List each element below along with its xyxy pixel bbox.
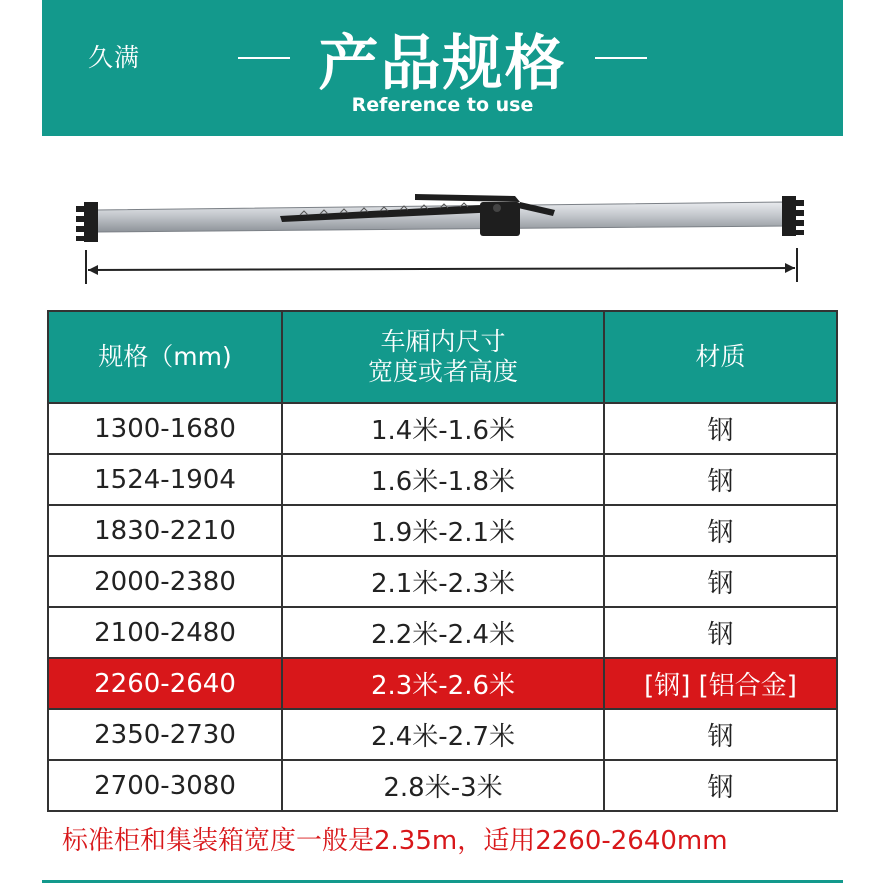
footnote: 标准柜和集装箱宽度一般是2.35m，适用2260-2640mm — [62, 826, 728, 856]
cell-size: 2.2米-2.4米 — [282, 607, 604, 658]
cell-material: [钢] [铝合金] — [604, 658, 837, 709]
cell-spec: 2100-2480 — [48, 607, 282, 658]
table-row — [48, 454, 837, 505]
rod-tube — [95, 202, 785, 232]
cell-material: 钢 — [604, 505, 837, 556]
cargo-bar-icon — [0, 180, 885, 290]
table-row — [48, 607, 837, 658]
cell-size: 1.9米-2.1米 — [282, 505, 604, 556]
cell-size: 2.1米-2.3米 — [282, 556, 604, 607]
bottom-divider — [42, 880, 843, 883]
cell-material: 钢 — [604, 760, 837, 811]
right-end-pad — [782, 196, 796, 236]
cell-material: 钢 — [604, 709, 837, 760]
left-end-pad — [84, 202, 98, 242]
table-row — [48, 760, 837, 811]
cell-size: 2.8米-3米 — [282, 760, 604, 811]
cell-size: 2.3米-2.6米 — [282, 658, 604, 709]
table-row — [48, 709, 837, 760]
header-material: 材质 — [604, 311, 837, 403]
page-title: 产品规格 — [318, 29, 567, 99]
page-subtitle: Reference to use — [351, 94, 534, 116]
brand-name: 久满 — [88, 43, 141, 72]
cell-material: 钢 — [604, 556, 837, 607]
cell-size: 2.4米-2.7米 — [282, 709, 604, 760]
cell-spec: 1524-1904 — [48, 454, 282, 505]
cell-size: 1.6米-1.8米 — [282, 454, 604, 505]
cell-size: 1.4米-1.6米 — [282, 403, 604, 454]
lever-handle — [415, 194, 520, 202]
table-row — [48, 505, 837, 556]
title-dash-right — [595, 57, 647, 59]
dimension-line — [88, 268, 795, 270]
cell-material: 钢 — [604, 403, 837, 454]
table-row — [48, 403, 837, 454]
header-banner — [42, 0, 843, 136]
header-spec: 规格（mm) — [48, 311, 282, 403]
cell-spec: 2700-3080 — [48, 760, 282, 811]
table-header-row — [48, 311, 837, 403]
cell-material: 钢 — [604, 454, 837, 505]
cell-spec: 2000-2380 — [48, 556, 282, 607]
table-row — [48, 556, 837, 607]
cell-spec: 1300-1680 — [48, 403, 282, 454]
header-size: 车厢内尺寸 宽度或者高度 — [282, 311, 604, 403]
spec-table — [47, 310, 838, 812]
table-row-highlighted — [48, 658, 837, 709]
cell-spec: 2350-2730 — [48, 709, 282, 760]
cell-spec: 2260-2640 — [48, 658, 282, 709]
cell-material: 钢 — [604, 607, 837, 658]
cell-spec: 1830-2210 — [48, 505, 282, 556]
